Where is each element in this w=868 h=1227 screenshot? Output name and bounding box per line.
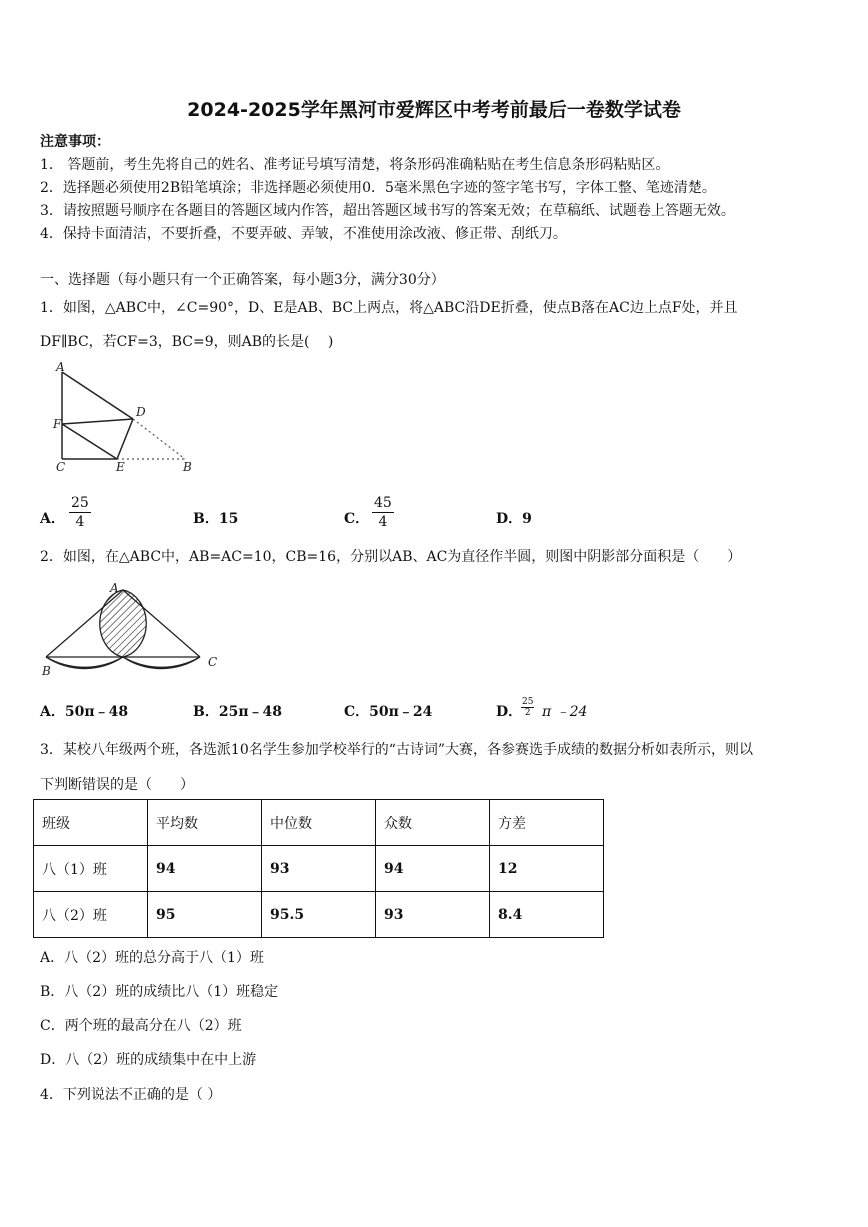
q1-option-a-label[interactable]: A． [40,511,65,527]
q1-text-line2: DF∥BC，若CF=3，BC=9，则AB的长是( ) [40,334,334,350]
q2-option-d-fraction [521,697,534,718]
q1-text-line1: 1．如图，△ABC中，∠C=90°，D、E是AB、BC上两点，将△ABC沿DE折叠，使点B落在AC边上点F处，并且 [40,300,738,316]
q3-stats-table [33,799,604,938]
shaded-region-left [46,657,123,669]
table-cell: 八（1）班 [34,846,148,892]
notice-item: 3．请按照题号顺序在各题目的答题区域内作答，超出答题区域书写的答案无效；在草稿纸、试题卷上答题无效。 [40,203,735,219]
table-cell: 95 [148,892,262,938]
fraction-denominator: 2 [524,708,531,718]
table-header-cell: 方差 [490,800,604,846]
shaded-region-right [123,657,200,669]
label-c: C [208,655,218,669]
q1-triangle-figure [40,358,210,478]
q2-option-d-rest: π ﹣24 [542,704,588,720]
dotted-db [133,419,185,459]
q3-option-b[interactable]: B．八（2）班的成绩比八（1）班稳定 [40,984,279,1000]
q4-text: 4．下列说法不正确的是（ ） [40,1087,222,1103]
table-header-cell: 班级 [34,800,148,846]
fraction-numerator: 25 [522,697,534,707]
fraction-numerator: 45 [374,495,392,511]
label-c: C [56,460,66,474]
edge-de [117,419,133,459]
q1-option-b[interactable]: B．15 [193,511,239,527]
table-cell: 12 [490,846,604,892]
q1-option-d[interactable]: D．9 [496,511,532,527]
edge-fe [62,424,117,459]
q2-option-d-label[interactable]: D． [496,704,523,720]
notice-item: 1． 答题前，考生先将自己的姓名、准考证号填写清楚，将条形码准确粘贴在考生信息条形码粘贴区。 [40,157,670,173]
table-cell: 93 [262,846,376,892]
fraction-denominator: 4 [378,514,388,530]
q1-option-a-fraction [69,494,91,531]
label-f: F [53,417,62,431]
q3-text-line2: 下判断错误的是（ ） [40,777,194,793]
label-d: D [136,405,146,419]
table-cell: 94 [376,846,490,892]
q2-option-b[interactable]: B．25π﹣48 [193,704,283,720]
q3-option-d[interactable]: D．八（2）班的成绩集中在中上游 [40,1052,257,1068]
edge-fd [62,419,133,424]
table-header-cell: 平均数 [148,800,262,846]
table-cell: 95.5 [262,892,376,938]
table-row [34,892,604,938]
fraction-numerator: 25 [71,495,89,511]
label-b: B [183,460,192,474]
fraction-denominator: 4 [75,514,85,530]
table-cell: 8.4 [490,892,604,938]
page-title: 2024-2025学年黑河市爱辉区中考考前最后一卷数学试卷 [187,99,681,121]
section-heading: 一、选择题（每小题只有一个正确答案，每小题3分，满分30分） [40,272,445,288]
notice-heading: 注意事项： [40,134,110,150]
table-cell: 94 [148,846,262,892]
notice-item: 4．保持卡面清洁，不要折叠，不要弄破、弄皱，不准使用涂改液、修正带、刮纸刀。 [40,226,567,242]
label-e: E [116,460,125,474]
table-header-cell: 中位数 [262,800,376,846]
edge-ad [62,372,133,419]
q2-semicircle-figure [38,578,228,684]
q3-text-line1: 3．某校八年级两个班，各选派10名学生参加学校举行的“古诗词”大赛，各参赛选手成绩的数据分析如表所示，则以 [40,742,754,758]
label-a: A [56,360,65,374]
table-cell: 93 [376,892,490,938]
q1-option-c-label[interactable]: C． [344,511,370,527]
q2-text: 2．如图，在△ABC中，AB=AC=10，CB=16，分别以AB、AC为直径作半圆，则图中阴影部分面积是（ ） [40,549,742,565]
shaded-region-center [100,590,146,657]
table-cell: 八（2）班 [34,892,148,938]
q3-option-c[interactable]: C．两个班的最高分在八（2）班 [40,1018,242,1034]
label-b: B [42,664,51,678]
q2-option-a[interactable]: A．50π﹣48 [40,704,129,720]
table-header-cell: 众数 [376,800,490,846]
table-row [34,846,604,892]
q1-option-c-fraction [372,494,394,531]
notice-item: 2．选择题必须使用2B铅笔填涂；非选择题必须使用0．5毫米黑色字迹的签字笔书写，字体工整、笔迹清楚。 [40,180,716,196]
label-a: A [110,581,119,595]
q2-option-c[interactable]: C．50π﹣24 [344,704,433,720]
q3-option-a[interactable]: A．八（2）班的总分高于八（1）班 [40,950,264,966]
table-header-row [34,800,604,846]
